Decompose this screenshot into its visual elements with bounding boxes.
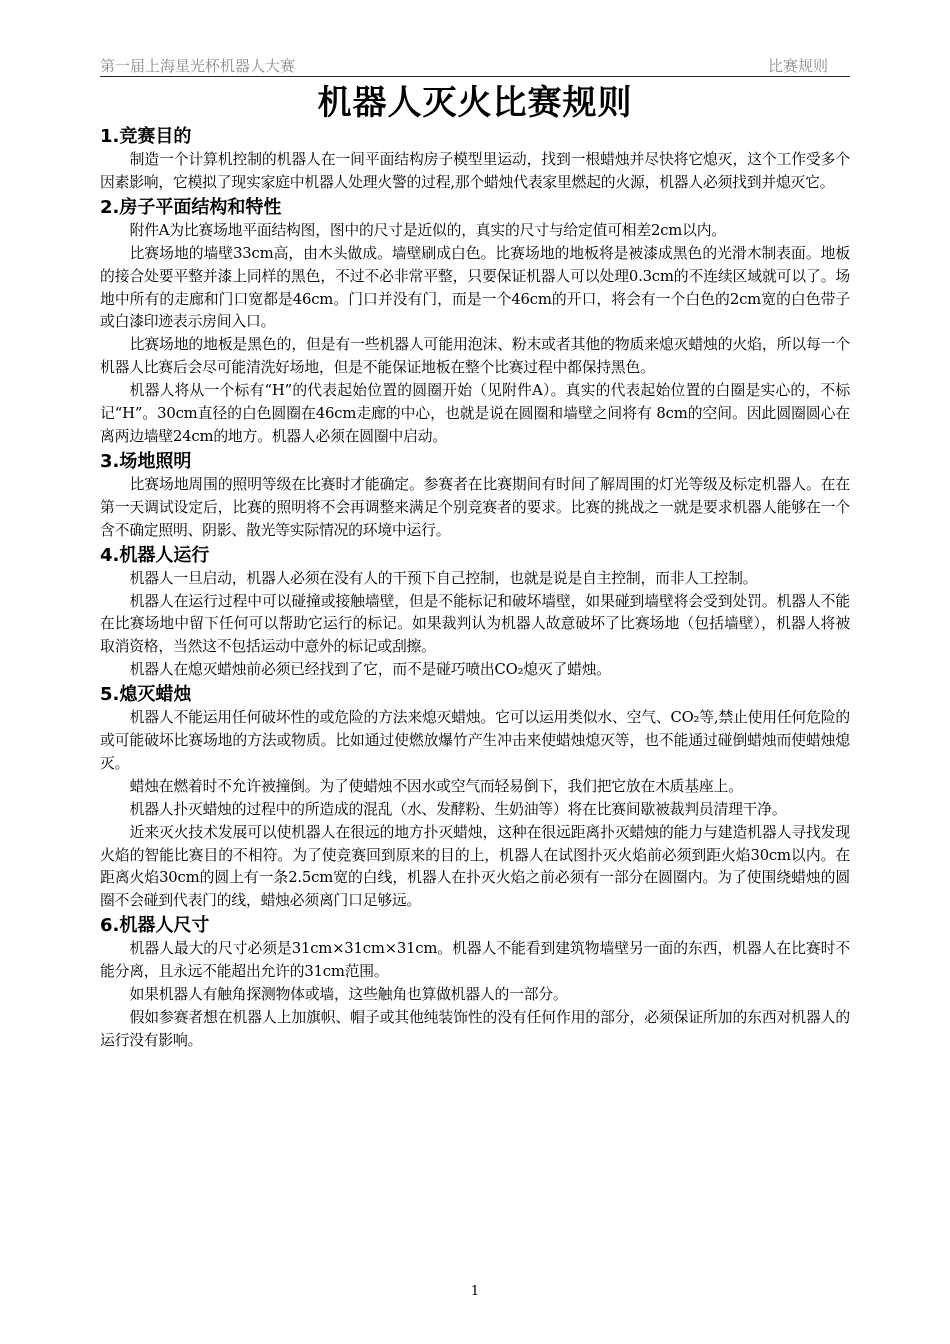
section-extinguish xyxy=(100,682,850,913)
section-heading: 3.场地照明 xyxy=(100,450,192,472)
paragraph: 机器人最大的尺寸必须是31cm×31cm×31cm。机器人不能看到建筑物墙壁另一面的东西，机器人在比赛时不能分离，且永远不能超出允许的31cm范围。 xyxy=(100,940,850,981)
section-robot-operation xyxy=(100,543,850,683)
section-heading: 4.机器人运行 xyxy=(100,544,210,566)
header-right-text: 比赛规则 xyxy=(767,57,828,75)
paragraph: 机器人在熄灭蜡烛前必须已经找到了它，而不是碰巧喷出CO₂熄灭了蜡烛。 xyxy=(129,661,611,679)
section-heading: 2.房子平面结构和特性 xyxy=(100,196,282,218)
paragraph: 比赛场地的墙壁33cm高，由木头做成。墙壁刷成白色。比赛场地的地板将是被漆成黑色的光滑木制表面。地板的接合处要平整并漆上同样的黑色，不过不必非常平整，只要保证机器人可以处理0.3cm的不连续区域就可以了。场地中所有的走廊和门口宽都是46cm。门口并没有门，而是一个46cm的开口，将会有一个白色的2cm宽的白色带子或白漆印迹表示房间入口。 xyxy=(100,244,850,331)
page-number: 1 xyxy=(470,1284,480,1299)
section-heading: 6.机器人尺寸 xyxy=(100,915,210,937)
section-heading: 5.熄灭蜡烛 xyxy=(100,684,192,706)
section-house-structure xyxy=(100,195,850,449)
section-robot-size xyxy=(100,913,850,1053)
paragraph: 假如参赛者想在机器人上加旗帜、帽子或其他纯装饰性的没有任何作用的部分，必须保证所加的东西对机器人的运行没有影响。 xyxy=(100,1009,850,1049)
page-title: 机器人灭火比赛规则 xyxy=(317,83,633,123)
header-left-text: 第一届上海星光杯机器人大赛 xyxy=(100,57,296,75)
section-lighting xyxy=(100,449,850,543)
paragraph: 机器人在运行过程中可以碰撞或接触墙壁，但是不能标记和破坏墙壁，如果碰到墙壁将会受到处罚。机器人不能在比赛场地中留下任何可以帮助它运行的标记。如果裁判认为机器人故意破坏了比赛场地（包括墙壁），机器人将被取消资格，当然这不包括运动中意外的标记或刮擦。 xyxy=(100,592,850,656)
paragraph: 比赛场地周围的照明等级在比赛时才能确定。参赛者在比赛期间有时间了解周围的灯光等级及标定机器人。在在第一天调试设定后，比赛的照明将不会再调整来满足个别竞赛者的要求。比赛的挑战之一就是要求机器人能够在一个含不确定照明、阴影、散光等实际情况的环境中运行。 xyxy=(100,475,850,539)
section-heading: 1.竞赛目的 xyxy=(100,126,192,147)
paragraph: 蜡烛在燃着时不允许被撞倒。为了使蜡烛不因水或空气而轻易倒下，我们把它放在木质基座上。 xyxy=(129,777,743,795)
paragraph: 制造一个计算机控制的机器人在一间平面结构房子模型里运动，找到一根蜡烛并尽快将它熄灭，这个工作受多个因素影响，它模拟了现实家庭中机器人处理火警的过程,那个蜡烛代表家里燃起的火源，机器人必须找到并熄灭它。 xyxy=(100,151,850,191)
paragraph: 如果机器人有触角探测物体或墙，这些触角也算做机器人的一部分。 xyxy=(129,986,568,1004)
paragraph: 机器人将从一个标有“H”的代表起始位置的圆圈开始（见附件A）。真实的代表起始位置的白圈是实心的，不标记“H”。30cm直径的白色圆圈在46cm走廊的中心，也就是说在圆圈和墙壁之间将有 8cm的空间。因此圆圈圆心在离两边墙壁24cm的地方。机器人必须在圆圈中启动。 xyxy=(100,382,850,445)
paragraph: 机器人不能运用任何破坏性的或危险的方法来熄灭蜡烛。它可以运用类似水、空气、CO₂等,禁止使用任何危险的或可能破坏比赛场地的方法或物质。比如通过使燃放爆竹产生冲击来使蜡烛熄灭等，也不能通过碰倒蜡烛而使蜡烛熄灭。 xyxy=(100,709,850,772)
paragraph: 机器人一旦启动，机器人必须在没有人的干预下自己控制，也就是说是自主控制，而非人工控制。 xyxy=(129,569,758,587)
document-body xyxy=(100,124,850,1053)
page-header xyxy=(100,52,850,77)
paragraph: 附件A为比赛场地平面结构图，图中的尺寸是近似的，真实的尺寸与给定值可相差2cm以内。 xyxy=(129,221,726,239)
paragraph: 比赛场地的地板是黑色的，但是有一些机器人可能用泡沫、粉末或者其他的物质来熄灭蜡烛的火焰，所以每一个机器人比赛后会尽可能清洗好场地，但是不能保证地板在整个比赛过程中都保持黑色。 xyxy=(100,336,850,377)
paragraph: 近来灭火技术发展可以使机器人在很远的地方扑灭蜡烛，这种在很远距离扑灭蜡烛的能力与建造机器人寻找发现火焰的智能比赛目的不相符。为了使竞赛回到原来的目的上，机器人在试图扑灭火焰前必须到距火焰30cm以内。在距离火焰30cm的圆上有一条2.5cm宽的白线，机器人在扑灭火焰之前必须有一部分在圆圈内。为了使围绕蜡烛的圆圈不会碰到代表门的线，蜡烛必须离门口足够远。 xyxy=(100,823,850,910)
paragraph: 机器人扑灭蜡烛的过程中的所造成的混乱（水、发酵粉、生奶油等）将在比赛间歇被裁判员清理干净。 xyxy=(129,800,787,818)
section-purpose xyxy=(100,124,850,195)
